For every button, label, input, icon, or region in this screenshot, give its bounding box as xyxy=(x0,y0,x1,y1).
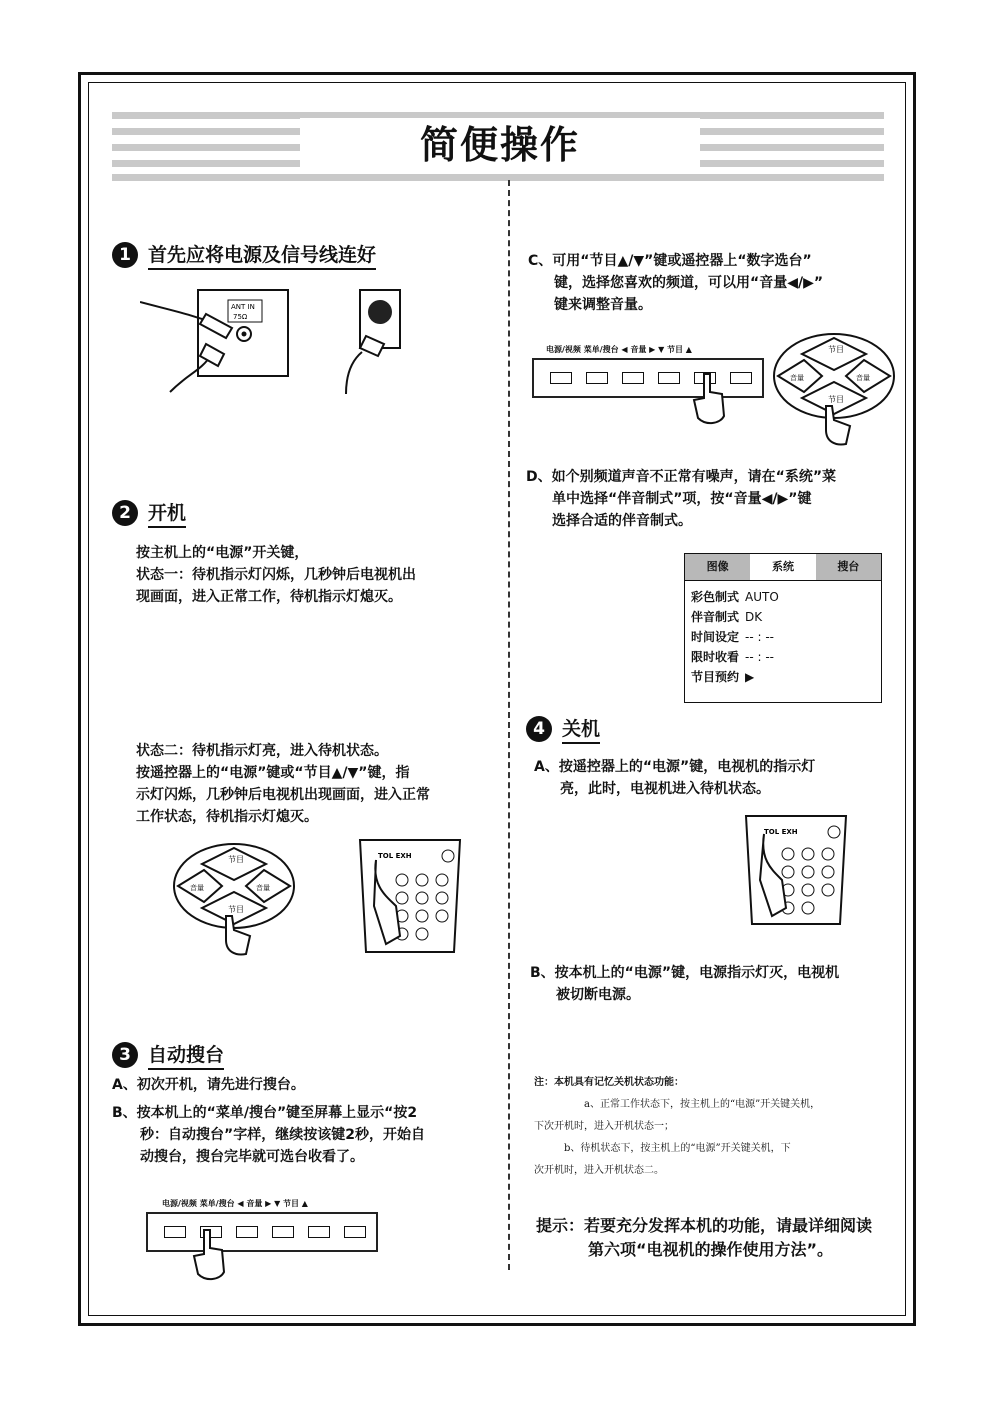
section-number: 3 xyxy=(112,1042,138,1068)
section-number: 4 xyxy=(526,716,552,742)
text-line: 单中选择“伴音制式”项，按“音量◀/▶”键 xyxy=(552,491,812,507)
text-line: B、按本机上的“电源”键，电源指示灯灭，电视机 xyxy=(530,965,840,981)
ant-75-label: 75Ω xyxy=(233,313,248,321)
section-number: 1 xyxy=(112,242,138,268)
text-line: 选择合适的伴音制式。 xyxy=(552,513,692,529)
note-line: 注：本机具有记忆关机状态功能： xyxy=(534,1077,684,1088)
panel-button[interactable] xyxy=(164,1226,186,1238)
osd-system-menu xyxy=(684,553,882,703)
text-line: 按遥控器上的“电源”键或“节目▲/▼”键，指 xyxy=(136,765,410,781)
panel-button[interactable] xyxy=(272,1226,294,1238)
memory-note xyxy=(534,1072,894,1182)
panel-button[interactable] xyxy=(586,372,608,384)
page-title: 简便操作 xyxy=(300,118,700,172)
section-number: 2 xyxy=(112,500,138,526)
front-panel-labels: 电源/视频 菜单/搜台 ◀ 音量 ▶ ▼ 节目 ▲ xyxy=(546,345,692,354)
panel-button[interactable] xyxy=(550,372,572,384)
note-line: 次开机时，进入开机状态二。 xyxy=(534,1165,664,1176)
section-label: 自动搜台 xyxy=(148,1040,224,1070)
text-line: 工作状态，待机指示灯熄灭。 xyxy=(136,809,318,825)
power-on-state-1 xyxy=(136,542,496,608)
remote-illustration xyxy=(742,812,852,930)
menu-row[interactable]: 伴音制式 DK xyxy=(691,610,763,624)
ant-in-label: ANT IN xyxy=(231,303,255,311)
dpad-down-label: 节目 xyxy=(228,905,244,914)
dpad-left-label: 音量 xyxy=(790,374,804,382)
hand-pointer-icon xyxy=(690,372,730,430)
note-line: b、待机状态下，按主机上的“电源”开关键关机，下 xyxy=(564,1143,791,1154)
connection-illustration xyxy=(140,282,440,402)
remote-illustration xyxy=(356,836,466,960)
tip-line: 第六项“电视机的操作使用方法”。 xyxy=(588,1240,834,1259)
power-off-remote-text xyxy=(534,756,900,800)
column-divider xyxy=(508,180,510,1270)
text-line: 动搜台，搜台完毕就可选台收看了。 xyxy=(140,1149,364,1165)
text-line: 示灯闪烁，几秒钟后电视机出现画面，进入正常 xyxy=(136,787,430,803)
power-on-state-2 xyxy=(136,740,496,828)
tab-system[interactable]: 系统 xyxy=(771,560,794,573)
channel-select-text xyxy=(528,250,900,316)
menu-row[interactable]: 时间设定 -- : -- xyxy=(691,630,775,644)
text-line: B、按本机上的“菜单/搜台”键至屏幕上显示“按2 xyxy=(112,1105,418,1121)
tab-picture[interactable]: 图像 xyxy=(685,554,750,580)
remote-top-label: TOL EXH xyxy=(764,828,798,836)
front-panel xyxy=(146,1212,378,1252)
text-line: 状态二：待机指示灯亮，进入待机状态。 xyxy=(136,743,388,759)
dpad-illustration xyxy=(170,840,298,960)
text-line: 被切断电源。 xyxy=(556,987,640,1003)
hand-pointer-icon xyxy=(190,1228,230,1284)
auto-tune-text xyxy=(112,1074,502,1168)
menu-row[interactable]: 彩色制式 AUTO xyxy=(691,590,779,604)
text-line: 状态一：待机指示灯闪烁，几秒钟后电视机出 xyxy=(136,567,416,583)
text-line: 亮，此时，电视机进入待机状态。 xyxy=(560,781,770,797)
dpad-right-label: 音量 xyxy=(856,374,870,382)
section-label: 关机 xyxy=(562,714,600,744)
note-line: 下次开机时，进入开机状态一； xyxy=(534,1121,674,1132)
section-3-heading xyxy=(112,1040,224,1070)
panel-button[interactable] xyxy=(658,372,680,384)
tab-search[interactable]: 搜台 xyxy=(816,554,881,580)
dpad-illustration xyxy=(770,330,898,450)
dpad-up-label: 节目 xyxy=(828,345,844,354)
text-line: 按主机上的“电源”开关键， xyxy=(136,545,309,561)
section-2-heading xyxy=(112,498,186,528)
text-line: D、如个别频道声音不正常有噪声，请在“系统”菜 xyxy=(526,469,837,485)
text-line: A、按遥控器上的“电源”键，电视机的指示灯 xyxy=(534,759,816,775)
tip-line: 提示：若要充分发挥本机的功能，请最详细阅读 xyxy=(536,1216,873,1235)
text-line: 现画面，进入正常工作，待机指示灯熄灭。 xyxy=(136,589,402,605)
text-line: 键，选择您喜欢的频道，可以用“音量◀/▶” xyxy=(554,275,824,291)
remote-top-label: TOL EXH xyxy=(378,852,412,860)
panel-button[interactable] xyxy=(308,1226,330,1238)
sound-system-text xyxy=(526,466,902,532)
text-line: 键来调整音量。 xyxy=(554,297,652,313)
section-1-heading xyxy=(112,240,376,270)
dpad-left-label: 音量 xyxy=(190,884,204,892)
panel-button[interactable] xyxy=(236,1226,258,1238)
menu-row[interactable]: 限时收看 -- : -- xyxy=(691,650,775,664)
panel-button[interactable] xyxy=(730,372,752,384)
dpad-down-label: 节目 xyxy=(828,395,844,404)
section-4-heading xyxy=(526,714,600,744)
tip-box xyxy=(536,1214,906,1262)
power-off-panel-text xyxy=(530,962,908,1006)
text-line: C、可用“节目▲/▼”键或遥控器上“数字选台” xyxy=(528,253,812,269)
text-line: 秒：自动搜台”字样，继续按该键2秒，开始自 xyxy=(140,1127,425,1143)
panel-button[interactable] xyxy=(622,372,644,384)
section-label: 开机 xyxy=(148,498,186,528)
front-panel-labels: 电源/视频 菜单/搜台 ◀ 音量 ▶ ▼ 节目 ▲ xyxy=(162,1199,308,1208)
panel-button[interactable] xyxy=(344,1226,366,1238)
dpad-right-label: 音量 xyxy=(256,884,270,892)
note-line: a、正常工作状态下，按主机上的“电源”开关键关机， xyxy=(584,1099,821,1110)
dpad-up-label: 节目 xyxy=(228,855,244,864)
text-line: A、初次开机，请先进行搜台。 xyxy=(112,1077,305,1093)
menu-row[interactable]: 节目预约 ▶ xyxy=(691,670,755,684)
section-label: 首先应将电源及信号线连好 xyxy=(148,240,376,270)
